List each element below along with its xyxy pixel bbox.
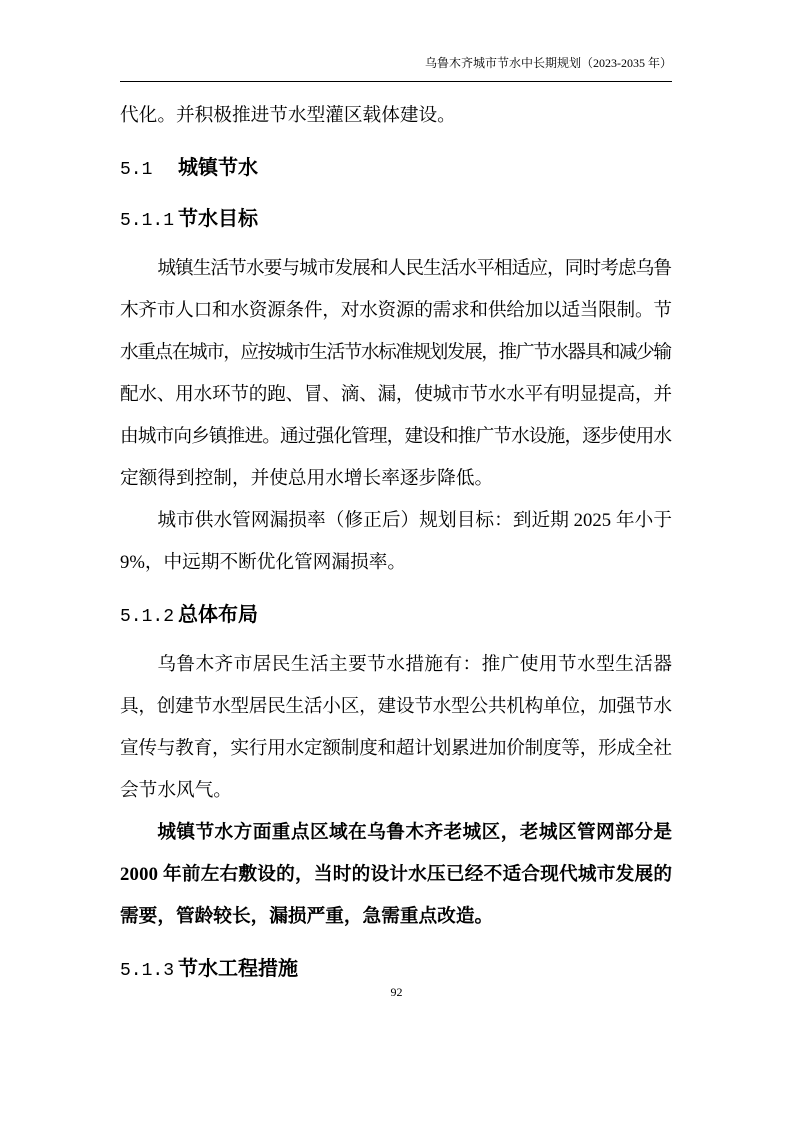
paragraph-line [120,854,672,896]
paragraph-line [120,95,672,137]
section-number: 5.1.1 [120,211,175,231]
line-text: 需要，管龄较长，漏损严重，急需重点改造。 [120,906,494,927]
line-text: 乌鲁木齐市居民生活主要节水措施有：推广使用节水型生活器 [157,654,673,675]
section-title: 节水工程措施 [178,956,298,980]
section-title: 节水目标 [178,206,258,230]
page-number: 92 [390,985,403,999]
section-heading-5-1-1 [120,197,672,239]
paragraph-line [120,500,672,542]
line-text: 具，创建节水型居民生活小区，建设节水型公共机构单位，加强节水 [120,696,672,717]
paragraph-line [120,770,672,812]
line-text: 由城市向乡镇推进。通过强化管理，建设和推广节水设施，逐步使用水 [120,426,672,447]
header-rule [120,81,672,82]
paragraph [120,644,672,812]
paragraph [120,248,672,500]
paragraph-line [120,458,672,500]
section-heading-5-1 [120,146,672,188]
line-text: 水重点在城市，应按城市生活节水标准规划发展，推广节水器具和减少输 [120,342,671,363]
line-text: 城镇节水方面重点区域在乌鲁木齐老城区，老城区管网部分是 [157,822,673,843]
page-body [120,95,672,998]
line-text: 9%，中远期不断优化管网漏损率。 [120,552,407,573]
paragraph-line [120,542,672,584]
paragraph-line [120,812,672,854]
section-number: 5.1.2 [120,607,175,627]
line-text: 会节水风气。 [120,780,232,801]
line-text: 代化。并积极推进节水型灌区载体建设。 [120,105,456,126]
paragraph-line [120,332,672,374]
line-text: 城镇生活节水要与城市发展和人民生活水平相适应，同时考虑乌鲁 [157,258,672,279]
paragraph-line [120,896,672,938]
section-number: 5.1 [120,160,153,180]
line-text: 定额得到控制，并使总用水增长率逐步降低。 [120,468,494,489]
emphasized-paragraph [120,812,672,938]
paragraph-line [120,290,672,332]
paragraph-line [120,644,672,686]
section-title: 总体布局 [178,602,258,626]
line-text: 2000 年前左右敷设的，当时的设计水压已经不适合现代城市发展的 [120,864,673,885]
paragraph-line [120,686,672,728]
paragraph [120,500,672,584]
section-heading-5-1-3 [120,947,672,989]
line-text: 配水、用水环节的跑、冒、滴、漏，使城市节水水平有明显提高，并 [120,384,672,405]
section-title: 城镇节水 [178,155,258,179]
section-heading-5-1-2 [120,593,672,635]
line-text: 宣传与教育，实行用水定额制度和超计划累进加价制度等，形成全社 [120,738,672,759]
running-header-title: 乌鲁木齐城市节水中长期规划（2023-2035 年） [425,56,672,70]
paragraph-line [120,248,672,290]
section-number: 5.1.3 [120,961,175,981]
line-text: 木齐市人口和水资源条件，对水资源的需求和供给加以适当限制。节 [120,300,672,321]
line-text: 城市供水管网漏损率（修正后）规划目标：到近期 2025 年小于 [157,510,673,531]
paragraph-line [120,728,672,770]
continued-paragraph [120,95,672,137]
paragraph-line [120,374,672,416]
paragraph-line [120,416,672,458]
